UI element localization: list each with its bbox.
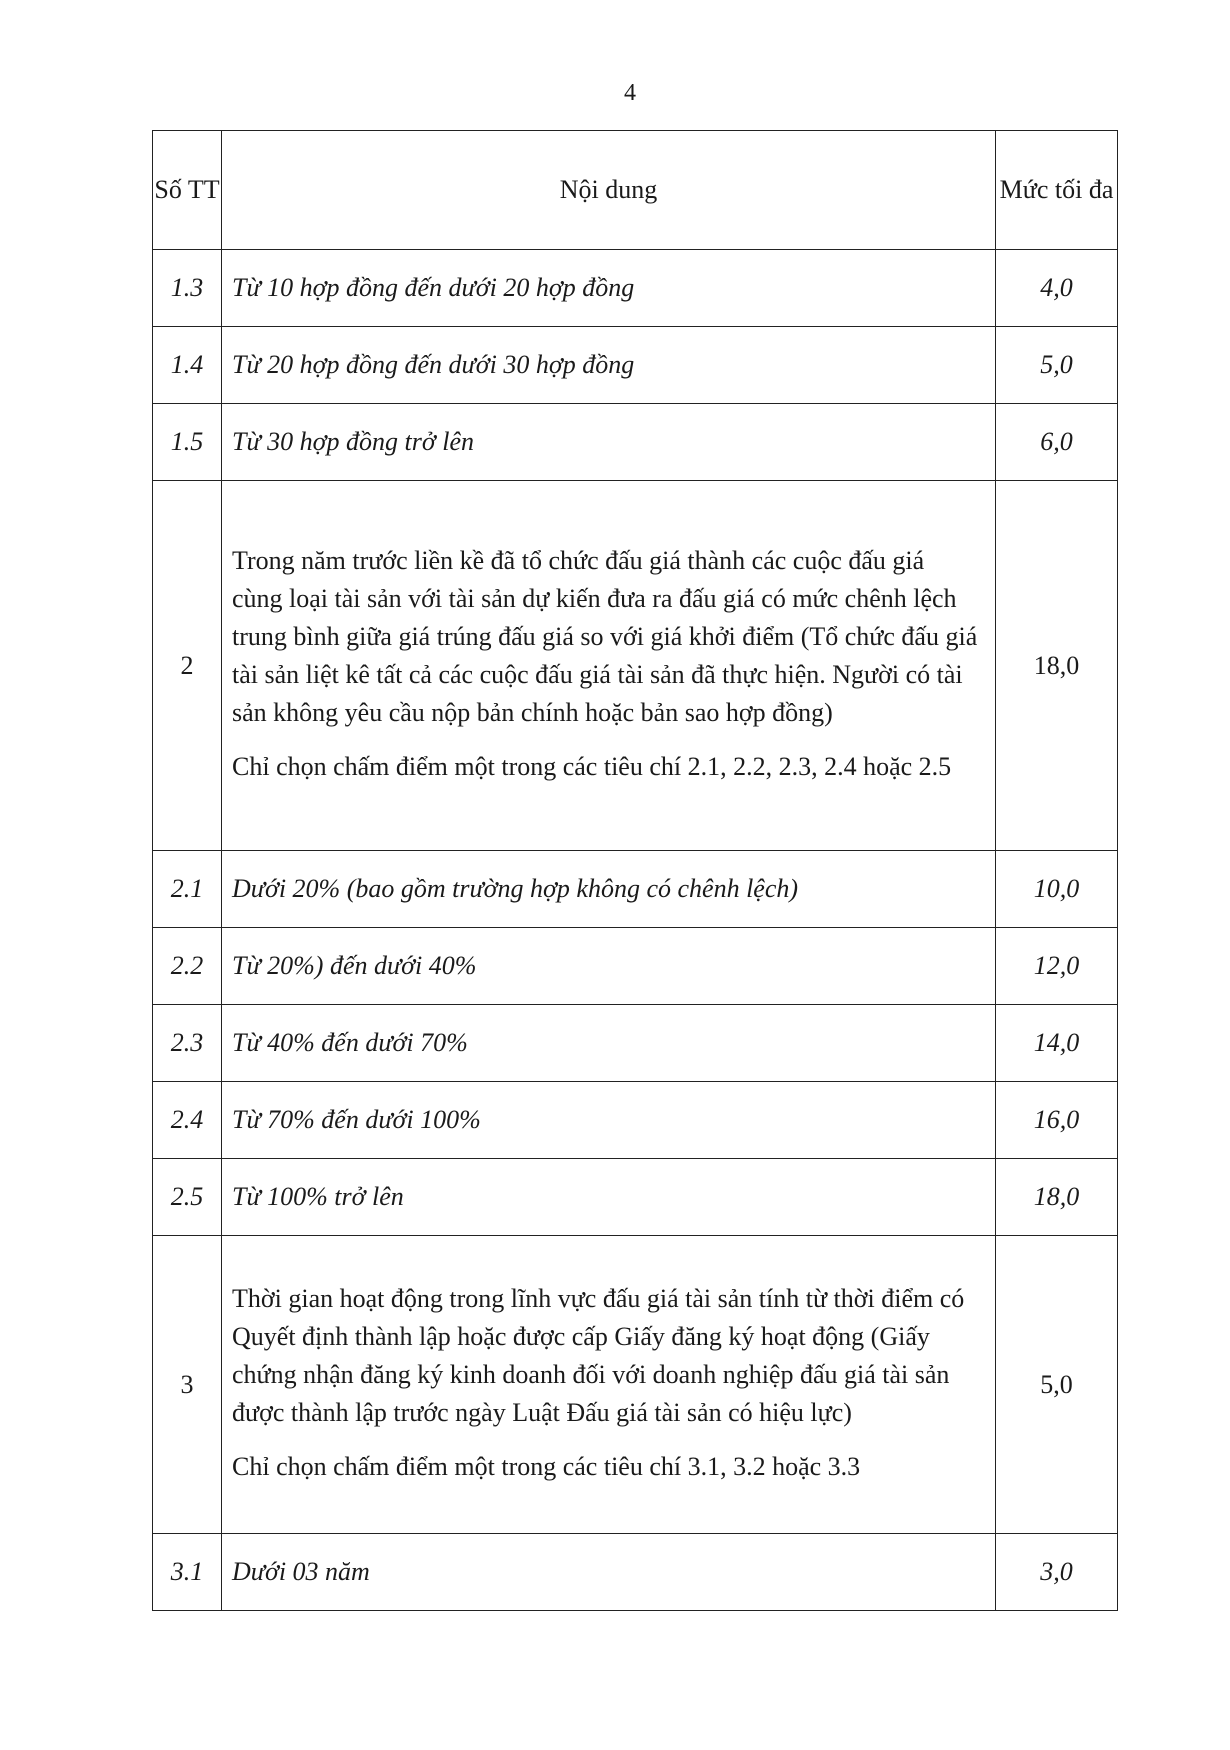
table-header-row [153,131,1118,250]
table-row [153,481,1118,851]
row-content: Từ 20%) đến dưới 40% [222,928,996,1005]
row-stt: 1.5 [153,404,222,481]
row-stt: 1.3 [153,250,222,327]
header-content: Nội dung [222,131,996,250]
row-max: 5,0 [996,327,1118,404]
table-row [153,1534,1118,1611]
table-row [153,928,1118,1005]
row-max: 6,0 [996,404,1118,481]
row-content: Dưới 03 năm [222,1534,996,1611]
table-row [153,404,1118,481]
row-stt: 2.1 [153,851,222,928]
table-row [153,1236,1118,1534]
row-max: 3,0 [996,1534,1118,1611]
row-content-cell [222,481,996,851]
row-max: 18,0 [996,481,1118,851]
row-max: 18,0 [996,1159,1118,1236]
table-row [153,851,1118,928]
row-content: Từ 100% trở lên [222,1159,996,1236]
row-stt: 2.5 [153,1159,222,1236]
row-content: Từ 20 hợp đồng đến dưới 30 hợp đồng [222,327,996,404]
header-stt: Số TT [153,131,222,250]
table-row [153,1082,1118,1159]
row-max: 14,0 [996,1005,1118,1082]
row-content-cell [222,1236,996,1534]
row-max: 12,0 [996,928,1118,1005]
row-max: 4,0 [996,250,1118,327]
table-row [153,250,1118,327]
row-stt: 3 [153,1236,222,1534]
row-stt: 2 [153,481,222,851]
row-content: Thời gian hoạt động trong lĩnh vực đấu giá tài sản tính từ thời điểm có Quyết định thành lập hoặc được cấp Giấy đăng ký hoạt động (Giấy chứng nhận đăng ký kinh doanh đối với doanh nghiệp đấu giá tài sản được thành lập trước ngày Luật Đấu giá tài sản có hiệu lực) [232,1283,965,1427]
row-note: Chỉ chọn chấm điểm một trong các tiêu chí 3.1, 3.2 hoặc 3.3 [232,1451,861,1481]
row-content: Từ 40% đến dưới 70% [222,1005,996,1082]
row-stt: 2.2 [153,928,222,1005]
header-max: Mức tối đa [996,131,1118,250]
row-content: Từ 30 hợp đồng trở lên [222,404,996,481]
table-row [153,1005,1118,1082]
row-max: 5,0 [996,1236,1118,1534]
page-number: 4 [624,80,636,106]
row-content: Từ 10 hợp đồng đến dưới 20 hợp đồng [222,250,996,327]
row-stt: 2.3 [153,1005,222,1082]
row-max: 16,0 [996,1082,1118,1159]
row-note: Chỉ chọn chấm điểm một trong các tiêu chí 2.1, 2.2, 2.3, 2.4 hoặc 2.5 [232,751,952,781]
row-max: 10,0 [996,851,1118,928]
score-table [152,130,1118,1611]
row-content: Dưới 20% (bao gồm trường hợp không có chênh lệch) [222,851,996,928]
row-stt: 3.1 [153,1534,222,1611]
row-content: Trong năm trước liền kề đã tổ chức đấu giá thành các cuộc đấu giá cùng loại tài sản với tài sản dự kiến đưa ra đấu giá có mức chênh lệch trung bình giữa giá trúng đấu giá so với giá khởi điểm (Tổ chức đấu giá tài sản liệt kê tất cả các cuộc đấu giá tài sản đã thực hiện. Người có tài sản không yêu cầu nộp bản chính hoặc bản sao hợp đồng) [232,545,978,727]
table-row [153,1159,1118,1236]
row-content: Từ 70% đến dưới 100% [222,1082,996,1159]
table-row [153,327,1118,404]
row-stt: 1.4 [153,327,222,404]
row-stt: 2.4 [153,1082,222,1159]
